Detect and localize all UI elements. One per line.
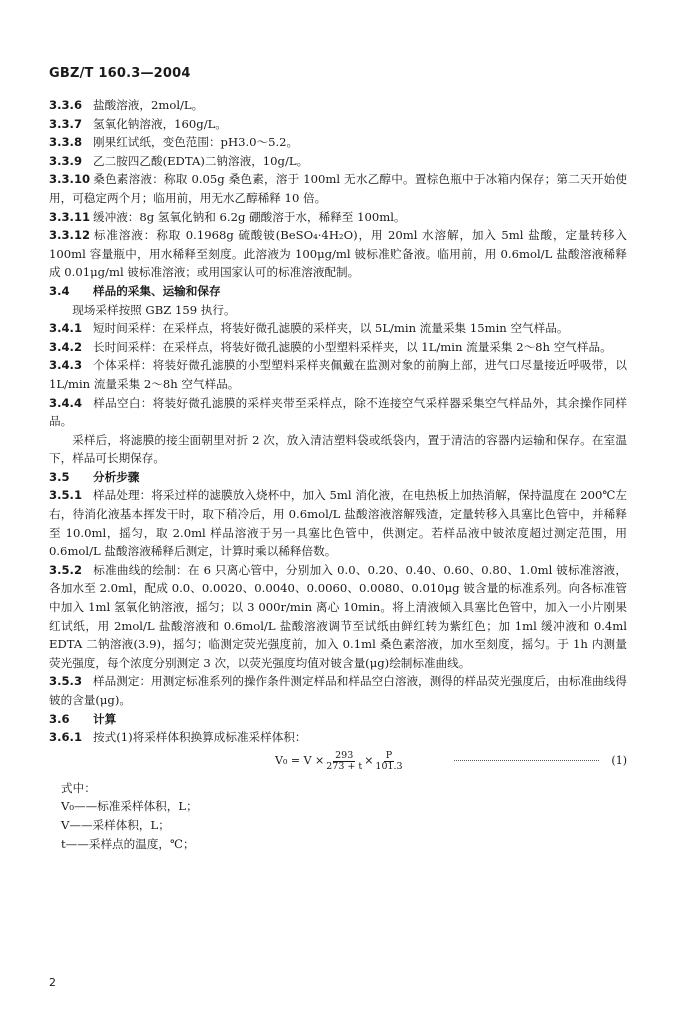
section-title: 样品的采集、运输和保存 [93,283,221,298]
item-3-3-10 [49,170,627,207]
dot-leader [454,760,599,761]
fraction-numerator: 293 [335,749,354,761]
item-number: 3.3.7 [49,116,83,131]
item-3-5-2 [49,561,627,673]
item-number: 3.3.9 [49,153,83,168]
formula-fraction-pressure [375,751,402,772]
item-3-4-4 [49,394,627,431]
item-text: 刚果红试纸，变色范围：pH3.0～5.2。 [93,135,299,150]
formula-times: × [364,753,374,767]
item-number: 3.5.2 [49,562,83,577]
fraction-denominator: 101.3 [375,760,403,772]
item-number: 3.4.4 [49,395,83,410]
legend-item: V——采样体积，L； [61,817,170,832]
page-number: 2 [49,976,56,989]
section-number: 3.5 [49,469,70,484]
item-3-3-8 [49,133,627,152]
section-3-4-heading [49,282,627,301]
item-3-5-1 [49,486,627,560]
item-3-6-1 [49,728,627,747]
item-number: 3.5.1 [49,488,83,503]
section-3-5-heading [49,468,627,487]
item-text: 标准溶液：称取 0.1968g 硫酸铍(BeSO₄·4H₂O)，用 20ml 水溶解，加入 5ml 盐酸，定量转移入 100ml 容量瓶中，用水稀释至刻度。此溶液为 100μg/ml 铍标准贮备液。临用前，用 0.6mol/L 盐酸溶液稀释成 0.01μg/ml 铍标准溶液；或用国家认可的标准溶液配制。 [49,228,627,280]
item-number: 3.3.12 [49,228,91,243]
section-3-6-heading [49,710,627,729]
section-number: 3.6 [49,711,70,726]
item-text: 样品处理：将采过样的滤膜放入烧杯中，加入 5ml 消化液，在电热板上加热消解，保持温度在 200℃左右，待消化液基本挥发干时，取下稍冷后，用 0.6mol/L 盐酸溶液溶解残渣，定量转移入具塞比色管中，并稀释至 10.0ml，摇匀，取 2.0ml 样品溶液于另一具塞比色管中，供测定。若样品液中铍浓度超过测定范围，用 0.6mol/L 盐酸溶液稀释后测定，计算时乘以稀释倍数。 [49,488,627,559]
item-number: 3.5.3 [49,674,83,689]
item-text: 按式(1)将采样体积换算成标准采样体积： [93,730,307,745]
item-text: 乙二胺四乙酸(EDTA)二钠溶液，10g/L。 [93,153,309,168]
section-title: 计算 [93,711,117,726]
item-text: 短时间采样：在采样点，将装好微孔滤膜的采样夹，以 5L/min 流量采集 15min 空气样品。 [93,321,569,336]
formula-1 [49,751,627,777]
item-text: 标准曲线的绘制：在 6 只离心管中，分别加入 0.0、0.20、0.40、0.60、0.80、1.0ml 铍标准溶液，各加水至 2.0ml，配成 0.0、0.0020、0.0040、0.0060、0.0080、0.010μg 铍含量的标准系列。向各标准管中加入 1ml 氢氧化钠溶液，摇匀；以 3 000r/min 离心 10min。将上清液倾入具塞比色管中，加入一小片刚果红试纸，用 2mol/L 盐酸溶液和 0.6mol/L 盐酸溶液调节至试纸由鲜红转为紫红色；加 1ml 缓冲液和 0.4ml EDTA 二钠溶液(3.9)，摇匀；临测定荧光强度前，加入 0.1ml 桑色素溶液，加水至刻度，摇匀。于 1h 内测量荧光强度，每个浓度分别测定 3 次，以荧光强度均值对铍含量(μg)绘制标准曲线。 [49,562,627,670]
item-text: 个体采样：将装好微孔滤膜的小型塑料采样夹佩戴在监测对象的前胸上部，进气口尽量接近呼吸带，以 1L/min 流量采集 2～8h 空气样品。 [49,358,627,391]
item-number: 3.4.3 [49,358,83,373]
item-number: 3.4.2 [49,339,83,354]
item-3-3-6 [49,96,627,115]
section-3-4-closing: 采样后，将滤膜的接尘面朝里对折 2 次，放入清洁塑料袋或纸袋内，置于清洁的容器内运输和保存。在室温下，样品可长期保存。 [49,432,627,466]
item-3-3-12 [49,226,627,282]
item-3-3-7 [49,115,627,134]
section-number: 3.4 [49,283,70,298]
section-3-4-intro: 现场采样按照 GBZ 159 执行。 [72,302,236,317]
item-3-3-9 [49,152,627,171]
item-text: 桑色素溶液：称取 0.05g 桑色素，溶于 100ml 无水乙醇中。置棕色瓶中于冰箱内保存；第二天开始使用，可稳定两个月；临用前，用无水乙醇稀释 10 倍。 [49,172,627,205]
item-text: 氢氧化钠溶液，160g/L。 [93,116,227,131]
item-number: 3.3.10 [49,172,91,187]
fraction-numerator: P [385,749,393,761]
document-body [49,96,627,853]
item-3-4-1 [49,319,627,338]
legend-item: V₀——标准采样体积，L； [61,799,198,814]
item-3-3-11 [49,208,627,227]
fraction-denominator: 273 + t [326,760,363,772]
legend-item: t——采样点的温度，℃； [61,836,195,851]
item-number: 3.3.6 [49,98,83,112]
item-number: 3.3.11 [49,209,91,224]
equation-number: (1) [611,753,627,767]
item-3-4-2 [49,338,627,357]
item-text: 长时间采样：在采样点，将装好微孔滤膜的小型塑料采样夹，以 1L/min 流量采集 2～8h 空气样品。 [93,339,612,354]
item-3-5-3 [49,672,627,709]
formula-fraction-temperature [326,751,362,772]
section-title: 分析步骤 [93,469,140,484]
item-text: 缓冲液：8g 氢氧化钠和 6.2g 硼酸溶于水，稀释至 100ml。 [93,209,406,224]
formula-expression [275,751,405,772]
item-number: 3.6.1 [49,730,83,745]
item-text: 盐酸溶液，2mol/L。 [93,98,204,112]
legend-title: 式中： [61,780,96,795]
formula-lhs: V₀ = V × [275,753,325,767]
item-text: 样品空白：将装好微孔滤膜的采样夹带至采样点，除不连接空气采样器采集空气样品外，其余操作同样品。 [49,395,627,429]
item-number: 3.3.8 [49,135,83,150]
item-number: 3.4.1 [49,321,83,336]
standard-code-header: GBZ/T 160.3—2004 [49,66,191,81]
item-text: 样品测定：用测定标准系列的操作条件测定样品和样品空白溶液，测得的样品荧光强度后，由标准曲线得铍的含量(μg)。 [49,674,627,707]
item-3-4-3 [49,356,627,393]
